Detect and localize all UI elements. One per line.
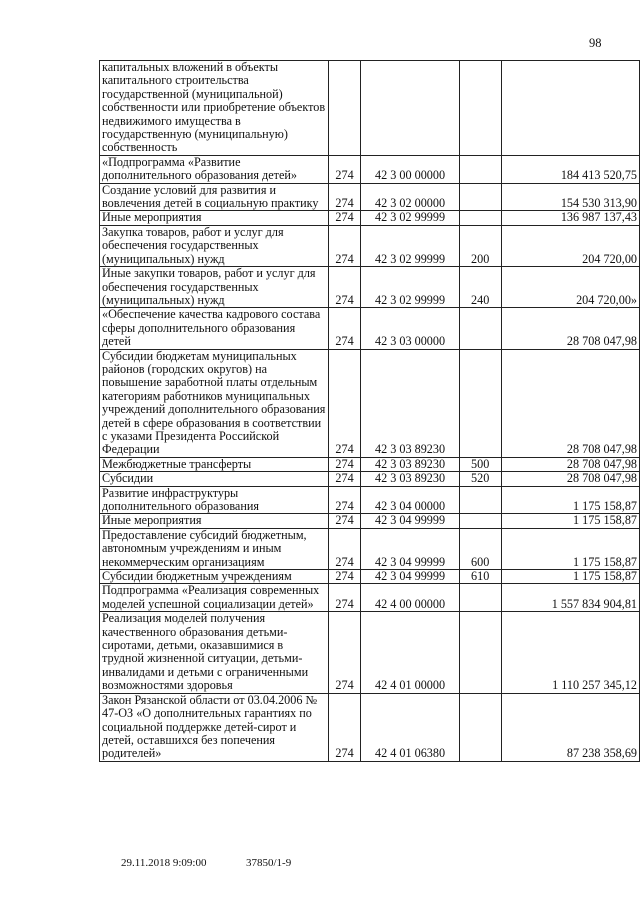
row-name-cell: Закон Рязанской области от 03.04.2006 № 47-ОЗ «О дополнительных гарантиях по социальной поддержке детей-сирот и детей, оставшихся без попечения родителей» xyxy=(100,693,329,761)
row-amount-cell: 184 413 520,75 xyxy=(501,155,639,183)
row-expense-type-cell xyxy=(459,486,501,514)
row-expense-type-cell xyxy=(459,349,501,457)
row-amount-cell: 28 708 047,98 xyxy=(501,472,639,486)
row-target-article-cell: 42 3 03 00000 xyxy=(361,308,460,349)
row-target-article-cell: 42 3 03 89230 xyxy=(361,349,460,457)
row-target-article-cell: 42 3 00 00000 xyxy=(361,155,460,183)
row-expense-type-cell xyxy=(459,183,501,211)
table-row xyxy=(100,225,640,266)
table-row xyxy=(100,514,640,528)
table-row xyxy=(100,211,640,225)
table-row xyxy=(100,61,640,156)
table-row xyxy=(100,183,640,211)
row-target-article-cell: 42 3 02 99999 xyxy=(361,225,460,266)
row-expense-type-cell xyxy=(459,693,501,761)
row-target-article-cell: 42 3 02 99999 xyxy=(361,211,460,225)
row-grbs-code-cell: 274 xyxy=(328,584,360,612)
row-name-cell: Межбюджетные трансферты xyxy=(100,457,329,471)
row-grbs-code-cell: 274 xyxy=(328,183,360,211)
row-grbs-code-cell: 274 xyxy=(328,486,360,514)
budget-table xyxy=(99,60,640,762)
row-amount-cell: 204 720,00» xyxy=(501,267,639,308)
row-grbs-code-cell: 274 xyxy=(328,211,360,225)
row-amount-cell: 28 708 047,98 xyxy=(501,308,639,349)
row-grbs-code-cell: 274 xyxy=(328,457,360,471)
table-row xyxy=(100,693,640,761)
row-target-article-cell: 42 3 04 99999 xyxy=(361,514,460,528)
table-row xyxy=(100,584,640,612)
row-amount-cell: 1 175 158,87 xyxy=(501,486,639,514)
row-grbs-code-cell: 274 xyxy=(328,225,360,266)
row-target-article-cell: 42 4 01 00000 xyxy=(361,612,460,693)
row-name-cell: Закупка товаров, работ и услуг для обеспечения государственных (муниципальных) нужд xyxy=(100,225,329,266)
table-row xyxy=(100,486,640,514)
row-grbs-code-cell: 274 xyxy=(328,693,360,761)
row-amount-cell: 28 708 047,98 xyxy=(501,349,639,457)
table-body xyxy=(100,61,640,762)
row-target-article-cell: 42 3 04 99999 xyxy=(361,570,460,584)
page-number: 98 xyxy=(589,36,602,50)
row-target-article-cell: 42 3 03 89230 xyxy=(361,472,460,486)
row-amount-cell: 136 987 137,43 xyxy=(501,211,639,225)
row-target-article-cell: 42 3 02 99999 xyxy=(361,267,460,308)
row-amount-cell: 1 175 158,87 xyxy=(501,514,639,528)
row-expense-type-cell xyxy=(459,584,501,612)
row-name-cell: Реализация моделей получения качественного образования детьми-сиротами, детьми, оказавшимися в трудной жизненной ситуации, детьми-инвалидами и детьми с ограниченными возможностями здоровья xyxy=(100,612,329,693)
row-amount-cell: 154 530 313,90 xyxy=(501,183,639,211)
table-row xyxy=(100,472,640,486)
row-expense-type-cell: 500 xyxy=(459,457,501,471)
row-name-cell: «Обеспечение качества кадрового состава сферы дополнительного образования детей xyxy=(100,308,329,349)
row-expense-type-cell xyxy=(459,514,501,528)
row-grbs-code-cell: 274 xyxy=(328,155,360,183)
row-grbs-code-cell: 274 xyxy=(328,308,360,349)
row-name-cell: Создание условий для развития и вовлечения детей в социальную практику xyxy=(100,183,329,211)
row-name-cell: Иные мероприятия xyxy=(100,514,329,528)
row-grbs-code-cell: 274 xyxy=(328,570,360,584)
row-amount-cell: 1 175 158,87 xyxy=(501,570,639,584)
row-name-cell: Субсидии xyxy=(100,472,329,486)
table-row xyxy=(100,457,640,471)
row-name-cell: Субсидии бюджетам муниципальных районов (городских округов) на повышение заработной платы отдельным категориям работников муниципальных учреждений дополнительного образования детей в сфере образования в соответствии с указами Президента Российской Федерации xyxy=(100,349,329,457)
table-row xyxy=(100,528,640,569)
row-amount-cell: 28 708 047,98 xyxy=(501,457,639,471)
row-expense-type-cell xyxy=(459,612,501,693)
row-target-article-cell: 42 3 04 00000 xyxy=(361,486,460,514)
row-target-article-cell xyxy=(361,61,460,156)
row-expense-type-cell: 200 xyxy=(459,225,501,266)
table-row xyxy=(100,308,640,349)
row-amount-cell: 1 557 834 904,81 xyxy=(501,584,639,612)
row-target-article-cell: 42 4 01 06380 xyxy=(361,693,460,761)
table-row xyxy=(100,267,640,308)
row-grbs-code-cell: 274 xyxy=(328,514,360,528)
row-grbs-code-cell: 274 xyxy=(328,472,360,486)
row-name-cell: Иные закупки товаров, работ и услуг для обеспечения государственных (муниципальных) нужд xyxy=(100,267,329,308)
row-name-cell: «Подпрограмма «Развитие дополнительного образования детей» xyxy=(100,155,329,183)
row-target-article-cell: 42 3 02 00000 xyxy=(361,183,460,211)
row-name-cell: Развитие инфраструктуры дополнительного образования xyxy=(100,486,329,514)
table-row xyxy=(100,155,640,183)
row-target-article-cell: 42 3 03 89230 xyxy=(361,457,460,471)
row-name-cell: Субсидии бюджетным учреждениям xyxy=(100,570,329,584)
row-expense-type-cell: 240 xyxy=(459,267,501,308)
row-expense-type-cell xyxy=(459,61,501,156)
row-name-cell: Иные мероприятия xyxy=(100,211,329,225)
row-grbs-code-cell xyxy=(328,61,360,156)
table-row xyxy=(100,349,640,457)
row-amount-cell xyxy=(501,61,639,156)
row-expense-type-cell xyxy=(459,308,501,349)
table-row xyxy=(100,612,640,693)
row-expense-type-cell: 520 xyxy=(459,472,501,486)
row-amount-cell: 87 238 358,69 xyxy=(501,693,639,761)
row-grbs-code-cell: 274 xyxy=(328,349,360,457)
row-target-article-cell: 42 4 00 00000 xyxy=(361,584,460,612)
row-name-cell: Предоставление субсидий бюджетным, автономным учреждениям и иным некоммерческим организациям xyxy=(100,528,329,569)
row-expense-type-cell xyxy=(459,211,501,225)
row-name-cell: капитальных вложений в объекты капитального строительства государственной (муниципальной) собственности или приобретение объектов недвижимого имущества в государственную (муниципальную) собственность xyxy=(100,61,329,156)
footer-document-code: 37850/1-9 xyxy=(246,857,292,869)
row-grbs-code-cell: 274 xyxy=(328,267,360,308)
row-target-article-cell: 42 3 04 99999 xyxy=(361,528,460,569)
row-expense-type-cell xyxy=(459,155,501,183)
row-grbs-code-cell: 274 xyxy=(328,612,360,693)
row-expense-type-cell: 610 xyxy=(459,570,501,584)
table-row xyxy=(100,570,640,584)
row-amount-cell: 1 110 257 345,12 xyxy=(501,612,639,693)
row-grbs-code-cell: 274 xyxy=(328,528,360,569)
row-amount-cell: 204 720,00 xyxy=(501,225,639,266)
footer-date: 29.11.2018 9:09:00 xyxy=(121,857,207,869)
row-expense-type-cell: 600 xyxy=(459,528,501,569)
row-name-cell: Подпрограмма «Реализация современных моделей успешной социализации детей» xyxy=(100,584,329,612)
row-amount-cell: 1 175 158,87 xyxy=(501,528,639,569)
